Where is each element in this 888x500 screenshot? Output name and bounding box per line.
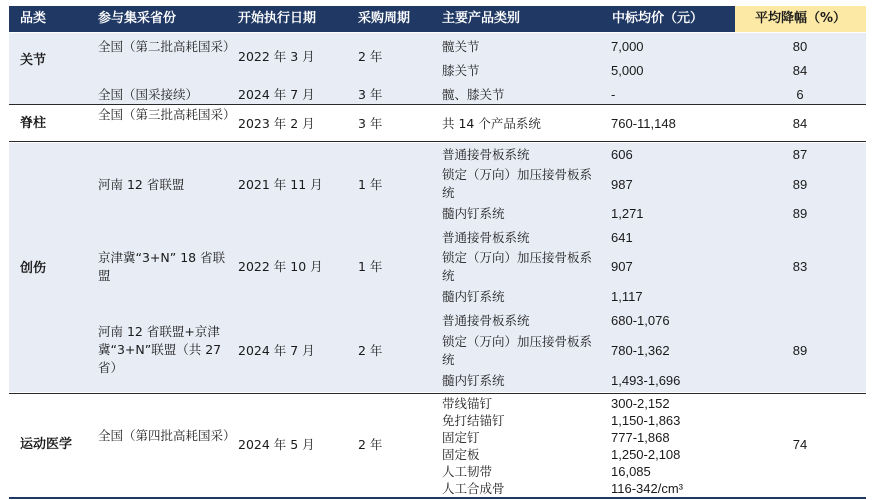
price-cell: 5,000 xyxy=(611,63,644,78)
product-cell: 普通接骨板系统 xyxy=(442,147,530,162)
price-cell: 300-2,152 xyxy=(611,396,670,411)
product-cell: 髓内钉系统 xyxy=(442,289,505,304)
date-cell: 2024 年 7 月 xyxy=(238,87,315,102)
cycle-cell: 1 年 xyxy=(358,177,383,192)
product-cell: 髓内钉系统 xyxy=(442,373,505,388)
category-spine: 脊柱 xyxy=(20,116,47,131)
cycle-cell: 3 年 xyxy=(358,87,383,102)
divider-joint xyxy=(9,104,866,105)
date-cell: 2024 年 5 月 xyxy=(238,437,315,452)
price-cell: 7,000 xyxy=(611,39,644,54)
product-cell: 膝关节 xyxy=(442,63,480,78)
drop-cell: 80 xyxy=(792,39,808,54)
drop-cell: 89 xyxy=(792,343,808,358)
product-cell: 人工韧带 xyxy=(442,464,493,479)
cycle-cell: 2 年 xyxy=(358,49,383,64)
header-start-date: 开始执行日期 xyxy=(238,11,317,26)
product-cell: 锁定（万向）加压接骨板系统 xyxy=(442,334,593,367)
price-cell: 1,250-2,108 xyxy=(611,447,681,462)
price-cell: 907 xyxy=(611,259,633,274)
cycle-cell: 1 年 xyxy=(358,259,383,274)
divider-trauma xyxy=(9,393,866,394)
drop-cell: 74 xyxy=(792,437,808,452)
date-cell: 2022 年 3 月 xyxy=(238,49,315,64)
header-province: 参与集采省份 xyxy=(98,11,177,26)
product-cell: 锁定（万向）加压接骨板系统 xyxy=(442,250,593,283)
product-cell: 髓内钉系统 xyxy=(442,206,505,221)
date-cell: 2023 年 2 月 xyxy=(238,116,315,131)
price-cell: 1,271 xyxy=(611,206,644,221)
province-cell: 河南 12 省联盟 xyxy=(98,177,185,192)
price-cell: 116-342/cm³ xyxy=(611,481,684,496)
drop-cell: 87 xyxy=(792,147,808,162)
price-cell: 987 xyxy=(611,177,633,192)
price-cell: 780-1,362 xyxy=(611,343,670,358)
price-cell: 641 xyxy=(611,230,633,245)
province-cell: 全国（第三批高耗国采） xyxy=(98,107,236,122)
header-avg-drop: 平均降幅（%） xyxy=(735,6,866,32)
date-cell: 2024 年 7 月 xyxy=(238,343,315,358)
table-bottom-rule xyxy=(9,497,866,499)
drop-cell: 89 xyxy=(792,206,808,221)
date-cell: 2021 年 11 月 xyxy=(238,177,323,192)
divider-spine xyxy=(9,141,866,142)
province-cell: 全国（第二批高耗国采） xyxy=(98,39,236,54)
product-cell: 锁定（万向）加压接骨板系统 xyxy=(442,167,593,200)
province-cell: 全国（第四批高耗国采） xyxy=(98,428,236,443)
drop-cell: 84 xyxy=(792,63,808,78)
price-cell: 16,085 xyxy=(611,464,651,479)
price-cell: 1,150-1,863 xyxy=(611,413,681,428)
category-trauma: 创伤 xyxy=(20,261,47,276)
product-cell: 固定板 xyxy=(442,447,480,462)
price-cell: 777-1,868 xyxy=(611,430,670,445)
drop-cell: 83 xyxy=(792,259,808,274)
header-cycle: 采购周期 xyxy=(358,11,411,26)
category-joint: 关节 xyxy=(20,53,47,68)
product-cell: 免打结锚钉 xyxy=(442,413,505,428)
price-cell: 760-11,148 xyxy=(611,116,676,131)
product-cell: 髋关节 xyxy=(442,39,480,54)
price-cell: 1,117 xyxy=(611,289,643,304)
drop-cell: 89 xyxy=(792,177,808,192)
product-cell: 普通接骨板系统 xyxy=(442,313,530,328)
price-cell: 606 xyxy=(611,147,633,162)
price-cell: - xyxy=(611,87,616,102)
category-sports-medicine: 运动医学 xyxy=(20,437,73,452)
header-products: 主要产品类别 xyxy=(442,11,521,26)
header-category: 品类 xyxy=(20,11,47,26)
drop-cell: 84 xyxy=(792,116,808,131)
product-cell: 人工合成骨 xyxy=(442,481,505,496)
date-cell: 2022 年 10 月 xyxy=(238,259,323,274)
province-cell: 京津冀“3+N” 18 省联盟 xyxy=(98,250,226,283)
product-cell: 髋、膝关节 xyxy=(442,87,505,102)
drop-cell: 6 xyxy=(796,87,804,102)
province-cell: 河南 12 省联盟+京津冀“3+N”联盟（共 27 省） xyxy=(98,324,222,375)
product-cell: 固定钉 xyxy=(442,430,480,445)
cycle-cell: 2 年 xyxy=(358,343,383,358)
cycle-cell: 2 年 xyxy=(358,437,383,452)
price-cell: 680-1,076 xyxy=(611,313,670,328)
product-cell: 普通接骨板系统 xyxy=(442,230,530,245)
province-cell: 全国（国采接续） xyxy=(98,87,199,102)
header-avg-price: 中标均价（元） xyxy=(612,11,704,26)
cycle-cell: 3 年 xyxy=(358,116,383,131)
price-cell: 1,493-1,696 xyxy=(611,373,681,388)
product-cell: 带线锚钉 xyxy=(442,396,493,411)
product-cell: 共 14 个产品系统 xyxy=(442,116,541,131)
